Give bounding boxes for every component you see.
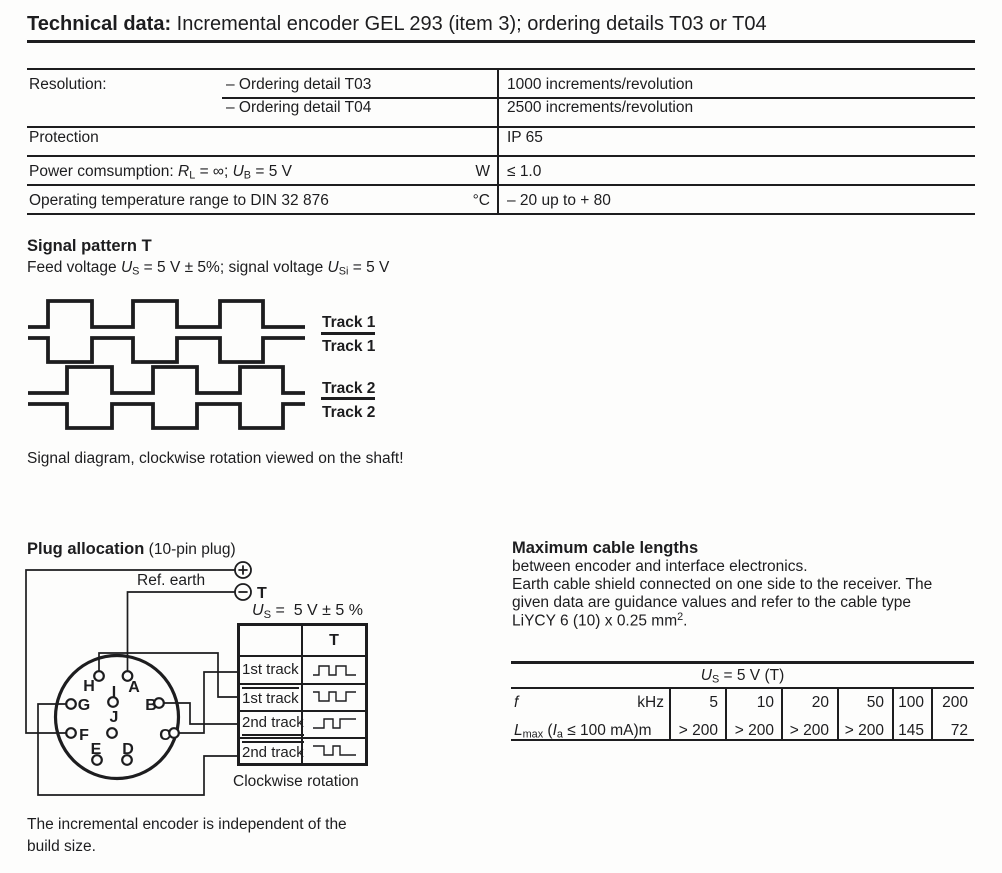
footer-line1: The incremental encoder is independent of the bbox=[27, 816, 347, 833]
track-table-row4-label bbox=[242, 741, 304, 763]
cable-row2-open: ( bbox=[543, 722, 553, 739]
cable-row2-var2: I bbox=[552, 722, 557, 739]
track-table-row1-label: 1st track bbox=[242, 661, 299, 678]
feed-sub1: S bbox=[132, 265, 140, 278]
cable-row1-value-5: 100 bbox=[898, 694, 924, 711]
row2-waveform-icon bbox=[312, 689, 358, 703]
spec-table-divider bbox=[497, 68, 499, 215]
cable-header-sub: S bbox=[711, 673, 720, 686]
pin-b-label: B bbox=[145, 697, 157, 714]
cable-row1-value-3: 20 bbox=[811, 694, 829, 711]
clockwise-rotation-label: Clockwise rotation bbox=[233, 773, 359, 790]
track-table-row2-label bbox=[242, 687, 299, 709]
footer-line2: build size. bbox=[27, 838, 96, 855]
cable-line4-pre: LiYCY 6 (10) x 0.25 mm bbox=[512, 612, 678, 630]
cable-heading: Maximum cable lengths bbox=[512, 539, 699, 557]
plug-us-rest: = 5 V ± 5 % bbox=[271, 602, 363, 619]
minus-terminal-icon bbox=[235, 584, 251, 600]
plug-heading-rest: (10-pin plug) bbox=[144, 541, 236, 558]
feed-t1: Feed voltage bbox=[27, 259, 121, 276]
cable-row1-value-2: 10 bbox=[756, 694, 774, 711]
signal-waveform-diagram bbox=[27, 295, 306, 435]
pin-f-label: F bbox=[79, 727, 89, 744]
spec-table-rule-2 bbox=[27, 126, 975, 128]
row1-waveform-icon bbox=[312, 663, 358, 677]
spec-row4-sub2: B bbox=[243, 169, 252, 182]
cable-row1-unit: kHz bbox=[637, 694, 664, 711]
cable-line4-sup: 2 bbox=[677, 611, 684, 623]
signal-caption: Signal diagram, clockwise rotation viewed on the shaft! bbox=[27, 450, 404, 467]
pin-g-contact bbox=[66, 699, 76, 709]
pin-j-contact bbox=[107, 728, 117, 738]
pin-j-label: J bbox=[109, 709, 119, 726]
spec-row4-tail: = 5 V bbox=[251, 163, 292, 180]
cable-row2-value-3: > 200 bbox=[789, 722, 829, 739]
cable-row2-value-1: > 200 bbox=[678, 722, 718, 739]
cable-row2-sub: max bbox=[522, 728, 544, 741]
cable-row1-value-4: 50 bbox=[866, 694, 884, 711]
signal-heading: Signal pattern T bbox=[27, 237, 152, 255]
cable-row2-value-2: > 200 bbox=[734, 722, 774, 739]
title-rule bbox=[27, 40, 975, 43]
track1-label: Track 1 bbox=[322, 314, 376, 331]
pin-c-label: C bbox=[159, 727, 171, 744]
feed-t2: = 5 V ± 5%; signal voltage bbox=[139, 259, 328, 276]
plug-us-var: U bbox=[252, 602, 264, 619]
track1-wave bbox=[28, 301, 305, 327]
spec-row3-value: IP 65 bbox=[507, 129, 543, 146]
spec-row4-value: ≤ 1.0 bbox=[507, 163, 542, 180]
spec-table-top-rule bbox=[27, 68, 975, 70]
track2-inverted-label: Track 2 bbox=[322, 404, 376, 421]
track1-inverted-wave bbox=[28, 338, 305, 362]
cable-line3: given data are guidance values and refer to the cable type bbox=[512, 594, 911, 611]
signal-feed-line bbox=[27, 258, 389, 279]
page-title bbox=[27, 12, 767, 37]
page-title-lead: Technical data: bbox=[27, 13, 172, 35]
spec-row4-var1: R bbox=[178, 163, 190, 180]
cable-row2-value-6: 72 bbox=[950, 722, 968, 739]
wire-pin-b-to-row3 bbox=[164, 703, 237, 724]
spec-row5-label: Operating temperature range to DIN 32 876 bbox=[29, 192, 329, 209]
wire-pin-g-to-row4 bbox=[38, 704, 237, 795]
plug-us-label bbox=[252, 601, 363, 622]
spec-row1-detail: – Ordering detail T03 bbox=[226, 76, 372, 93]
spec-row4-mid: = ∞; bbox=[195, 163, 233, 180]
cable-row2-symbol bbox=[514, 721, 652, 742]
cable-line4-post: . bbox=[683, 612, 688, 630]
wire-minus-to-pin-a bbox=[128, 592, 236, 671]
cable-table-top-rule bbox=[511, 661, 974, 664]
spec-row1-label: Resolution: bbox=[29, 76, 107, 93]
spec-row3-label: Protection bbox=[29, 129, 99, 146]
track2-inverted-wave bbox=[28, 404, 305, 428]
pin-d-label: D bbox=[122, 741, 134, 758]
feed-var2: U bbox=[327, 259, 339, 276]
track-table-row3-text: 2nd track bbox=[242, 714, 304, 736]
cable-table-header-rule bbox=[511, 687, 974, 689]
cable-row1-symbol: f bbox=[514, 694, 519, 711]
feed-sub2: Si bbox=[338, 265, 349, 278]
track2-wave bbox=[28, 367, 305, 393]
cable-row2-tail: ≤ 100 mA)m bbox=[562, 722, 652, 739]
track-table-header: T bbox=[329, 632, 339, 649]
spec-row5-value: – 20 up to + 80 bbox=[507, 192, 611, 209]
plug-heading-bold: Plug allocation bbox=[27, 540, 145, 558]
spec-row5-unit: °C bbox=[472, 192, 490, 209]
cable-row2-value-5: 145 bbox=[898, 722, 924, 739]
cable-row2-var: L bbox=[514, 722, 523, 739]
pin-h-label: H bbox=[83, 678, 95, 695]
cable-row1-value-6: 200 bbox=[942, 694, 968, 711]
cable-row2-sub2: a bbox=[556, 728, 563, 741]
spec-row4-prefix: Power comsumption: bbox=[29, 163, 179, 180]
track2-overbar-rule bbox=[321, 397, 375, 400]
track-table-row2-text: 1st track bbox=[242, 687, 299, 709]
spec-table-bottom-rule bbox=[27, 213, 975, 215]
track2-label: Track 2 bbox=[322, 380, 376, 397]
track1-overbar-rule bbox=[321, 332, 375, 335]
cable-line2: Earth cable shield connected on one side to the receiver. The bbox=[512, 576, 933, 593]
spec-row1-value: 1000 increments/revolution bbox=[507, 76, 694, 93]
spec-row2-detail: – Ordering detail T04 bbox=[226, 99, 372, 116]
track-table-row4-text: 2nd track bbox=[242, 741, 304, 763]
pin-e-label: E bbox=[90, 741, 102, 758]
ref-earth-label: Ref. earth bbox=[137, 572, 206, 589]
pin-g-label: G bbox=[77, 697, 91, 714]
feed-t3: = 5 V bbox=[348, 259, 390, 276]
pin-h-contact bbox=[94, 671, 104, 681]
spec-table-rule-4 bbox=[27, 184, 975, 186]
cable-header-rest: = 5 V (T) bbox=[719, 667, 785, 684]
cable-line4 bbox=[512, 611, 687, 631]
track-table-row3-label bbox=[242, 714, 304, 736]
spec-row2-value: 2500 increments/revolution bbox=[507, 99, 694, 116]
spec-row4-var2: U bbox=[232, 163, 244, 180]
track1-inverted-label: Track 1 bbox=[322, 338, 376, 355]
spec-table-rule-3 bbox=[27, 155, 975, 157]
plug-us-sub: S bbox=[263, 608, 272, 621]
cable-row1-value-1: 5 bbox=[709, 694, 718, 711]
row4-waveform-icon bbox=[312, 743, 358, 757]
cable-table-header bbox=[511, 666, 974, 687]
t-terminal-label: T bbox=[257, 585, 267, 602]
plus-terminal-icon bbox=[235, 562, 251, 578]
cable-line1: between encoder and interface electronics. bbox=[512, 558, 808, 575]
pin-i-label: I bbox=[111, 684, 117, 701]
cable-row2-value-4: > 200 bbox=[844, 722, 884, 739]
spec-row4-label bbox=[29, 162, 292, 183]
spec-row4-unit: W bbox=[475, 163, 490, 180]
spec-row4-sub1: L bbox=[189, 169, 196, 182]
row3-waveform-icon bbox=[312, 716, 358, 730]
pin-a-label: A bbox=[128, 679, 140, 696]
wire-pin-h-to-row2 bbox=[99, 653, 237, 697]
cable-header-var: U bbox=[700, 667, 712, 684]
pin-f-contact bbox=[66, 728, 76, 738]
feed-var1: U bbox=[120, 259, 133, 276]
page-title-rest: Incremental encoder GEL 293 (item 3); ordering details T03 or T04 bbox=[171, 13, 767, 35]
